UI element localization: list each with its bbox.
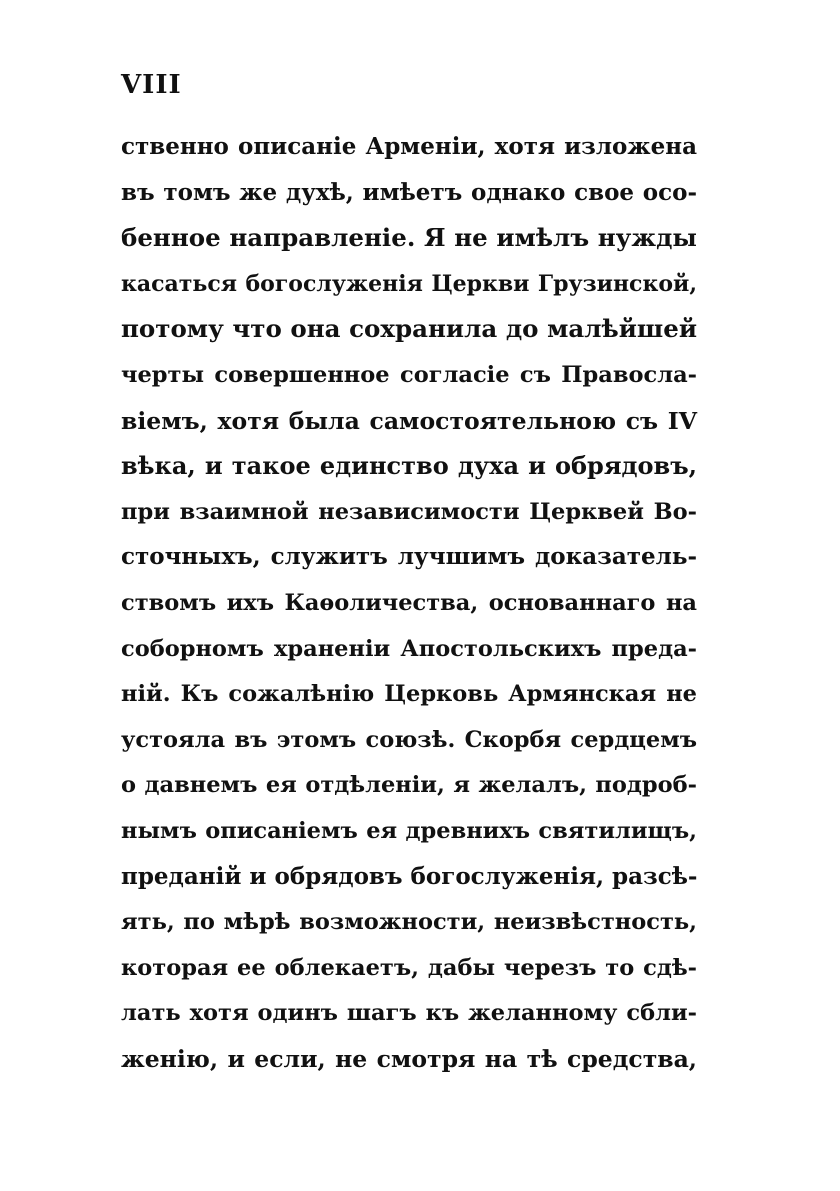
text-line: о давнемъ ея отдѣленіи, я желалъ, подроб- xyxy=(121,772,697,799)
text-line: ній. Къ сожалѣнію Церковь Армянская не xyxy=(121,681,697,708)
text-line: которая ее облекаетъ, дабы черезъ то сдѣ- xyxy=(121,954,697,981)
text-line: сточныхъ, служитъ лучшимъ доказатель- xyxy=(121,543,697,571)
text-line: потому что она сохранила до малѣйшей xyxy=(121,314,697,344)
text-line: ственно описаніе Арменіи, хотя изложена xyxy=(121,133,697,160)
text-line: черты совершенное согласіе съ Правосла- xyxy=(121,361,697,388)
text-line: въ томъ же духѣ, имѣетъ однако свое осо- xyxy=(121,178,697,206)
text-line: віемъ, хотя была самостоятельною съ IV xyxy=(121,406,697,435)
text-line: нымъ описаніемъ ея древнихъ святилищъ, xyxy=(121,817,697,844)
text-line: ять, по мѣрѣ возможности, неизвѣстность, xyxy=(121,909,697,936)
text-line: женію, и если, не смотря на тѣ средства, xyxy=(121,1044,697,1073)
text-line: преданій и обрядовъ богослуженія, разсѣ- xyxy=(121,862,698,890)
text-line: ствомъ ихъ Каѳоличества, основаннаго на xyxy=(121,589,697,616)
text-line: при взаимной независимости Церквей Во- xyxy=(121,498,697,525)
page-number: VIII xyxy=(121,70,182,100)
text-line: соборномъ храненіи Апостольскихъ преда- xyxy=(121,635,697,662)
text-line: устояла въ этомъ союзѣ. Скорбя сердцемъ xyxy=(121,726,697,753)
text-line: касаться богослуженія Церкви Грузинской, xyxy=(121,270,697,297)
body-text xyxy=(121,128,697,1085)
text-line: лать хотя одинъ шагъ къ желанному сбли- xyxy=(121,1000,697,1027)
text-line: бенное направленіе. Я не имѣлъ нужды xyxy=(121,223,697,253)
text-line: вѣка, и такое единство духа и обрядовъ, xyxy=(121,451,697,481)
